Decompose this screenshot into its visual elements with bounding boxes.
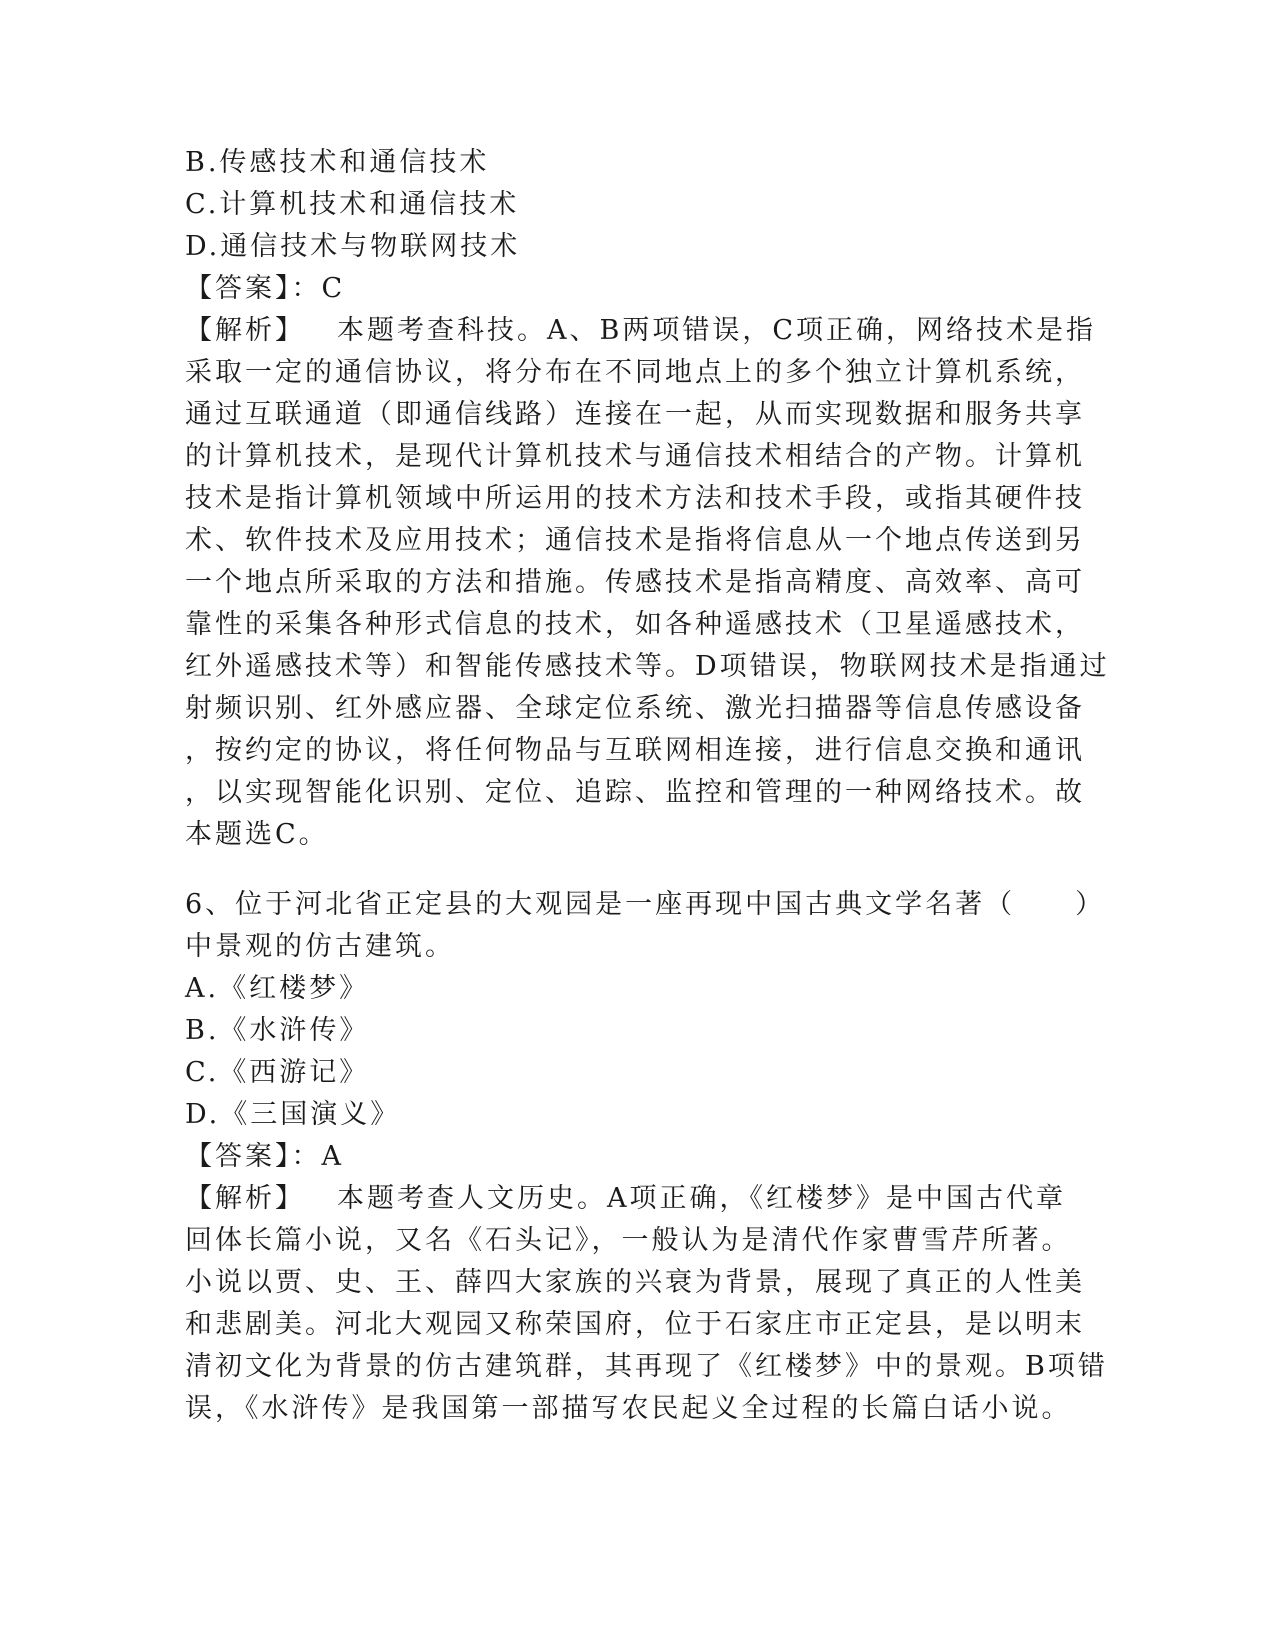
answer-label: 【答案】：: [185, 273, 322, 304]
question-6-analysis: [185, 1178, 1108, 1430]
analysis-line: 误，《水浒传》是我国第一部描写农民起义全过程的长篇白话小说。: [185, 1393, 1072, 1424]
option-a: A.《红楼梦》: [185, 973, 370, 1004]
analysis-first-line: [185, 310, 1096, 352]
option-b: B.传感技术和通信技术: [185, 147, 490, 178]
analysis-line: 和悲剧美。河北大观园又称荣国府，位于石家庄市正定县，是以明末: [185, 1309, 1085, 1340]
analysis-line: 靠性的采集各种形式信息的技术，如各种遥感技术（卫星遥感技术，: [185, 609, 1085, 640]
question-6-answer: [185, 1136, 1085, 1178]
analysis-line: 射频识别、红外感应器、全球定位系统、激光扫描器等信息传感设备: [185, 693, 1085, 724]
analysis-line: 采取一定的通信协议，将分布在不同地点上的多个独立计算机系统，: [185, 357, 1085, 388]
analysis-line: 回体长篇小说，又名《石头记》，一般认为是清代作家曹雪芹所著。: [185, 1225, 1072, 1256]
question-6-options: [185, 968, 1085, 1136]
analysis-line: 清初文化为背景的仿古建筑群，其再现了《红楼梦》中的景观。B项错: [185, 1351, 1108, 1382]
analysis-first-line: [185, 1178, 1085, 1220]
analysis-line: 红外遥感技术等）和智能传感技术等。D项错误，物联网技术是指通过: [185, 651, 1110, 682]
question-stem-line: 6、位于河北省正定县的大观园是一座再现中国古典文学名著（ ）: [185, 889, 1106, 920]
question-5-options: [185, 142, 1085, 268]
question-5-answer: [185, 268, 1085, 310]
question-5-analysis: [185, 310, 1110, 856]
question-6-stem: [185, 884, 1106, 968]
document-page: [185, 142, 1110, 1430]
option-d: D.《三国演义》: [185, 1099, 401, 1130]
answer-value: C: [321, 273, 346, 304]
analysis-line: 小说以贾、史、王、薛四大家族的兴衰为背景，展现了真正的人性美: [185, 1267, 1085, 1298]
analysis-text: 本题考查科技。A、B两项错误，C项正确，网络技术是指: [337, 315, 1096, 346]
analysis-label: 【解析】: [185, 1183, 305, 1214]
option-d: D.通信技术与物联网技术: [185, 231, 521, 262]
analysis-line: 技术是指计算机领域中所运用的技术方法和技术手段，或指其硬件技: [185, 483, 1085, 514]
question-stem-line: 中景观的仿古建筑。: [185, 931, 455, 962]
analysis-line: 的计算机技术，是现代计算机技术与通信技术相结合的产物。计算机: [185, 441, 1085, 472]
analysis-line: 术、软件技术及应用技术；通信技术是指将信息从一个地点传送到另: [185, 525, 1085, 556]
analysis-label: 【解析】: [185, 315, 305, 346]
option-b: B.《水浒传》: [185, 1015, 370, 1046]
option-c: C.计算机技术和通信技术: [185, 189, 520, 220]
analysis-line: ，按约定的协议，将任何物品与互联网相连接，进行信息交换和通讯: [185, 735, 1085, 766]
answer-value: A: [321, 1141, 344, 1172]
analysis-line: 本题选C。: [185, 819, 329, 850]
analysis-line: ，以实现智能化识别、定位、追踪、监控和管理的一种网络技术。故: [185, 777, 1085, 808]
analysis-line: 通过互联通道（即通信线路）连接在一起，从而实现数据和服务共享: [185, 399, 1085, 430]
answer-label: 【答案】：: [185, 1141, 322, 1172]
option-c: C.《西游记》: [185, 1057, 370, 1088]
analysis-line: 一个地点所采取的方法和措施。传感技术是指高精度、高效率、高可: [185, 567, 1085, 598]
analysis-text: 本题考查人文历史。A项正确，《红楼梦》是中国古代章: [337, 1183, 1066, 1214]
